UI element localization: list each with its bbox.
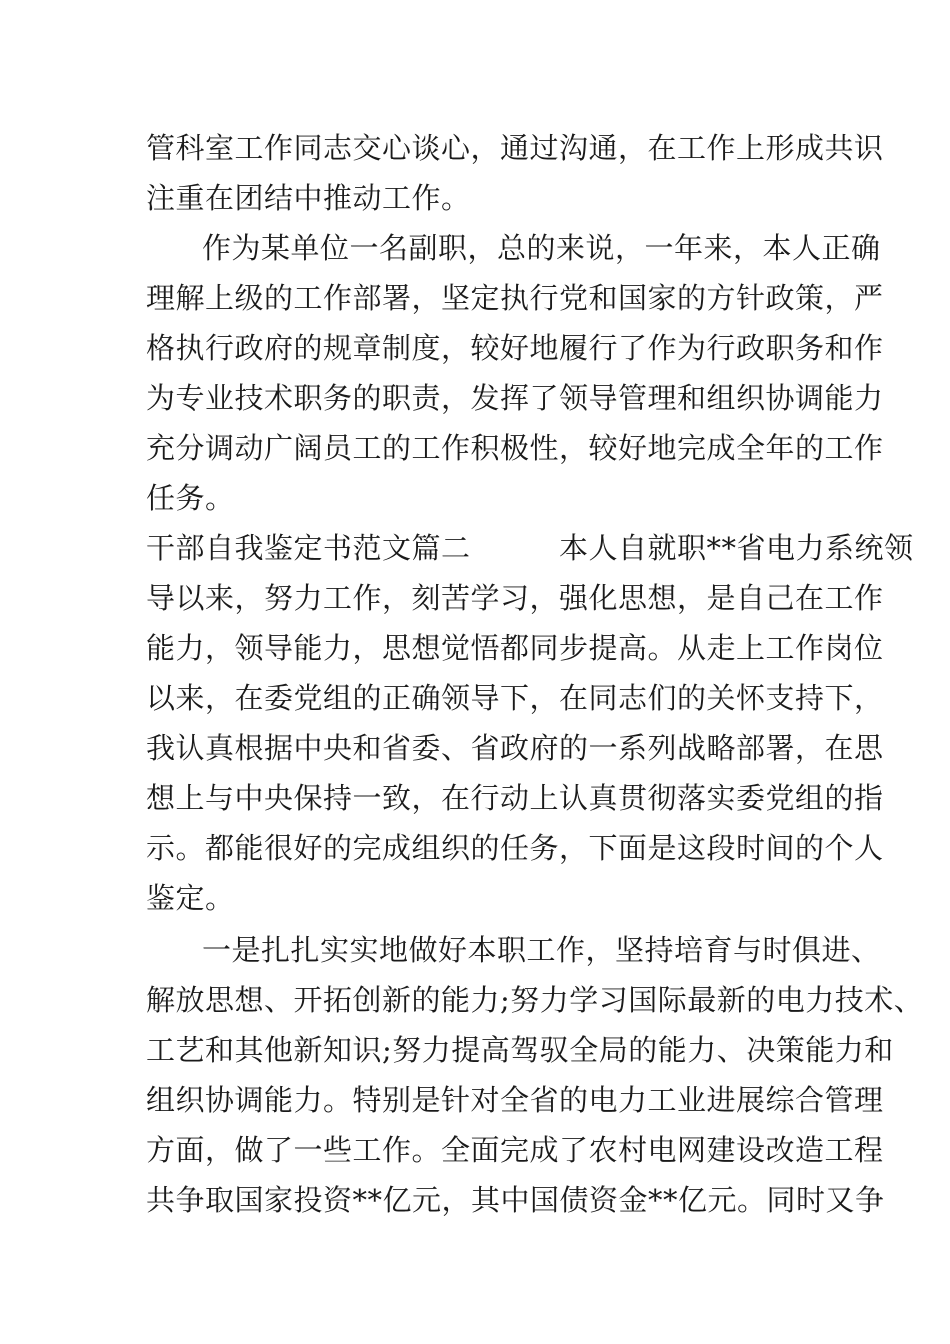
text-line: 想上与中央保持一致，在行动上认真贯彻落实委党组的指: [146, 781, 884, 815]
text-line: 为专业技术职务的职责，发挥了领导管理和组织协调能力: [146, 381, 884, 415]
text-line: 示。都能很好的完成组织的任务，下面是这段时间的个人: [146, 831, 884, 865]
text-line: 以来，在委党组的正确领导下，在同志们的关怀支持下，: [146, 681, 884, 715]
text-line: 导以来，努力工作，刻苦学习，强化思想，是自己在工作: [146, 581, 884, 615]
text-line: 任务。: [146, 481, 235, 515]
text-line: 注重在团结中推动工作。: [146, 181, 471, 215]
text-line: 工艺和其他新知识;努力提高驾驭全局的能力、决策能力和: [146, 1033, 894, 1067]
paragraph-first-line: 作为某单位一名副职，总的来说，一年来，本人正确: [202, 231, 881, 265]
section-heading-line: 干部自我鉴定书范文篇二 本人自就职**省电力系统领: [146, 531, 914, 565]
text-line: 鉴定。: [146, 881, 235, 915]
text-line: 共争取国家投资**亿元，其中国债资金**亿元。同时又争: [146, 1183, 885, 1217]
text-line: 充分调动广阔员工的工作积极性，较好地完成全年的工作: [146, 431, 884, 465]
text-line: 组织协调能力。特别是针对全省的电力工业进展综合管理: [146, 1083, 884, 1117]
text-line: 解放思想、开拓创新的能力;努力学习国际最新的电力技术、: [146, 983, 924, 1017]
text-line: 能力，领导能力，思想觉悟都同步提高。从走上工作岗位: [146, 631, 884, 665]
text-line: 理解上级的工作部署，坚定执行党和国家的方针政策，严: [146, 281, 884, 315]
text-line: 管科室工作同志交心谈心，通过沟通，在工作上形成共识: [146, 131, 884, 165]
paragraph-first-line: 一是扎扎实实地做好本职工作，坚持培育与时俱进、: [202, 933, 881, 967]
text-line: 方面，做了一些工作。全面完成了农村电网建设改造工程: [146, 1133, 884, 1167]
text-line: 格执行政府的规章制度，较好地履行了作为行政职务和作: [146, 331, 884, 365]
text-line: 我认真根据中央和省委、省政府的一系列战略部署，在思: [146, 731, 884, 765]
